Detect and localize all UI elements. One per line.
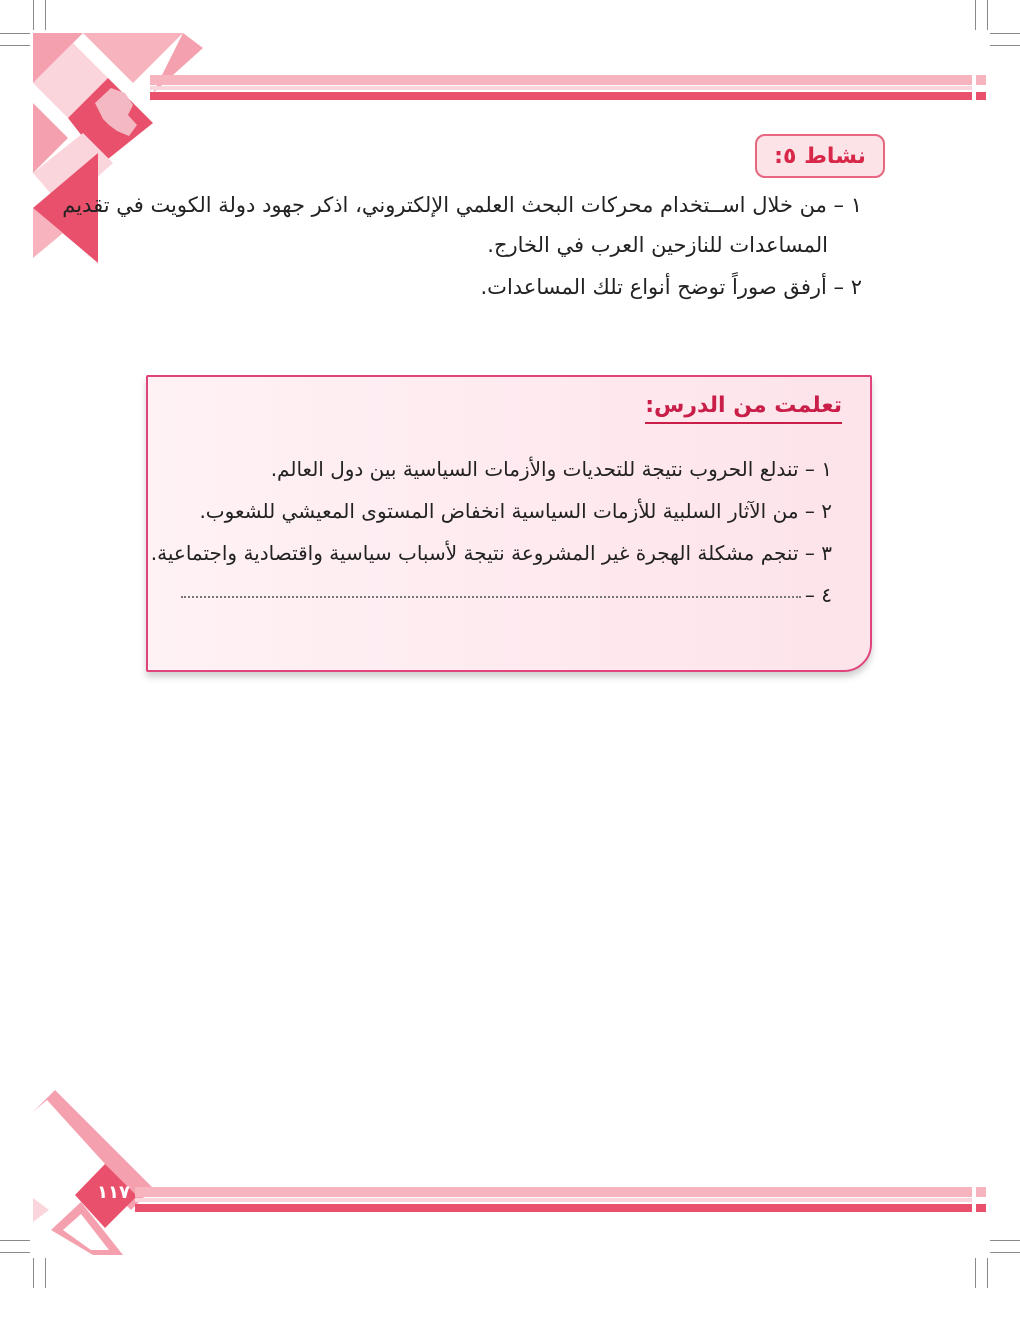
summary-item-3: ٣ – تنجم مشكلة الهجرة غير المشروعة نتيجة لأسباب سياسية واقتصادية واجتماعية.	[150, 541, 832, 565]
summary-item-2: ٢ – من الآثار السلبية للأزمات السياسية انخفاض المستوى المعيشي للشعوب.	[199, 499, 832, 523]
footer-stripe-end	[976, 1204, 986, 1212]
crop-mark	[987, 1258, 988, 1288]
crop-mark	[45, 1258, 46, 1288]
crop-mark	[987, 0, 988, 30]
activity-title: نشاط ٥:	[774, 143, 866, 169]
summary-item-4-blank	[181, 583, 832, 607]
summary-item-1: ١ – تندلع الحروب نتيجة للتحديات والأزمات السياسية بين دول العالم.	[270, 457, 832, 481]
footer-stripe-pale	[135, 1198, 972, 1202]
activity-badge	[755, 134, 885, 178]
activity-item-1-line-2: المساعدات للنازحين العرب في الخارج.	[487, 233, 828, 257]
crop-mark	[975, 0, 976, 30]
crop-mark	[990, 45, 1020, 46]
lesson-summary-box	[146, 375, 872, 672]
crop-mark	[975, 1258, 976, 1288]
header-stripe-light	[150, 75, 972, 85]
crop-mark	[990, 1240, 1020, 1241]
crop-mark	[0, 1240, 30, 1241]
crop-mark	[0, 45, 30, 46]
footer-stripe-light	[135, 1187, 972, 1197]
crop-mark	[0, 33, 30, 34]
activity-item-1-line-1: ١ – من خلال اســتخدام محركات البحث العلمي الإلكتروني، اذكر جهود دولة الكويت في تقديم	[62, 193, 862, 217]
summary-title: تعلمت من الدرس:	[645, 393, 842, 424]
footer-stripe-end	[976, 1187, 986, 1197]
crop-mark	[0, 1252, 30, 1253]
summary-item-4-prefix: ٤ –	[804, 583, 832, 607]
header-stripe-pale	[150, 86, 972, 90]
header-stripe-end	[976, 75, 986, 85]
crop-mark	[990, 33, 1020, 34]
header-stripe-dark	[150, 92, 972, 100]
page-number: ١١٧	[97, 1182, 130, 1203]
footer-stripe-dark	[135, 1204, 972, 1212]
header-stripe-end	[976, 92, 986, 100]
crop-mark	[33, 1258, 34, 1288]
answer-dotted-line	[181, 596, 801, 598]
activity-item-2-line-1: ٢ – أرفق صوراً توضح أنواع تلك المساعدات.	[480, 275, 862, 299]
footer-ornament	[33, 1090, 153, 1255]
crop-mark	[33, 0, 34, 30]
crop-mark	[990, 1252, 1020, 1253]
header-ornament	[33, 33, 203, 263]
crop-mark	[45, 0, 46, 30]
